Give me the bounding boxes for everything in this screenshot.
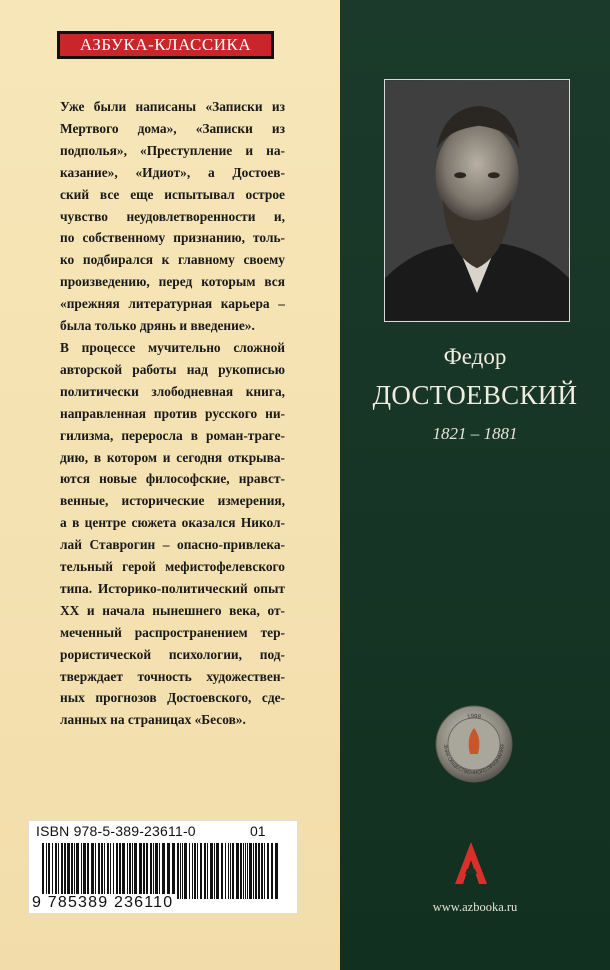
barcode-bar [230,843,231,899]
barcode-bar [192,843,193,899]
barcode-bar [48,843,50,899]
barcode-bar [253,843,254,899]
barcode-bar [214,843,215,899]
barcode-bar [200,843,202,899]
barcode-bar [182,843,183,899]
barcode-bar [167,843,170,899]
barcode-bar [64,843,66,899]
barcode-bar [228,843,229,899]
blurb-line: дию, в котором и сегодня открыва- [60,449,285,465]
blurb-line: ланных на страницах «Бесов». [60,712,246,728]
blurb-line: тверждает точность художествен- [60,668,285,684]
ean-digits: 9 785389 236110 [32,894,174,911]
publisher-website: www.azbooka.ru [432,900,518,914]
barcode-bar [129,843,131,899]
publisher-logo-a-icon [453,840,489,886]
blurb-line: меченный распространением тер- [60,624,285,640]
barcode-bar [104,843,105,899]
barcode-bar [240,843,242,899]
barcode-bar [216,843,219,899]
barcode-bar [150,843,152,899]
portrait-photo-icon [385,80,569,321]
blurb-line: ский все еще испытывал острое [60,186,285,202]
barcode-bar [194,843,196,899]
barcode-bar [180,843,181,899]
barcode-bar [184,843,187,899]
barcode-bar [81,843,82,899]
blurb-line: была только дрянь и введение». [60,318,255,334]
blurb-line: ных прогнозов Достоевского, сде- [60,690,285,706]
blurb-line: гилизма, переросла в роман-траге- [60,427,285,443]
blurb-line: Уже были написаны «Записки из [60,99,285,114]
barcode-bar [204,843,206,899]
series-label: АЗБУКА-КЛАССИКА [57,31,274,59]
barcode-bar [101,843,103,899]
isbn-text: ISBN 978-5-389-23611-0 [36,823,196,839]
barcode-bar [245,843,246,899]
author-last-name: ДОСТОЕВСКИЙ [372,380,578,410]
barcode-bar [177,843,179,899]
blurb-line: Мертвого дома», «Записки из [60,120,285,136]
barcode-bar [267,843,269,899]
blurb-line: по собственному признанию, толь- [60,230,285,246]
barcode-bar [71,843,73,899]
barcode-bar [275,843,278,899]
barcode-bar [134,843,137,899]
barcode-bar [61,843,63,899]
blurb-line: направленная против русского ни- [60,405,285,421]
medal-year: 1998 [466,713,482,721]
barcode-bar [236,843,239,899]
blurb-line: подполья», «Преступление и на- [60,142,285,158]
barcode-bar [127,843,128,899]
barcode-bar [122,843,125,899]
barcode-bar [221,843,223,899]
barcode-bar [91,843,94,899]
barcode-bar [225,843,226,899]
barcode-bar [232,843,234,899]
barcode-bar [46,843,47,899]
barcode-bar [83,843,86,899]
blurb-line: чувство неудовлетворенности и, [60,208,285,224]
barcode-bar [110,843,111,899]
svg-text:1998 [467,714,482,721]
barcode-bar [132,843,133,899]
blurb-line: политически злободневная книга, [60,383,285,399]
barcode-bar [210,843,213,899]
barcode-bar [87,843,89,899]
barcode-bar [153,843,154,899]
barcode-bar [119,843,121,899]
blurb-line: казание», «Идиот», а Достоев- [60,164,285,180]
barcode-bar [271,843,273,899]
blurb-line: XX и начала нынешнего века, от- [60,602,285,618]
blurb-line: а в центре сюжета оказался Никол- [60,515,285,531]
barcode-bar [143,843,145,899]
barcode-bar [107,843,109,899]
barcode-icon [42,843,282,899]
barcode-bar [146,843,148,899]
barcode-bar [95,843,96,899]
barcode-bar [255,843,257,899]
blurb-line: «прежняя литературная карьера – [60,296,285,312]
barcode-bar [155,843,158,899]
barcode-bar [139,843,142,899]
barcode-bar [76,843,79,899]
barcode-bar [261,843,263,899]
blurb-line: лай Ставрогин – опасно-привлека- [60,537,285,553]
barcode-bar [189,843,190,899]
blurb-line: произведению, перед которым вся [60,274,285,290]
blurb-line: рористической психологии, под- [60,646,285,662]
medal-caption: ЗНАК ОБЩЕСТВЕННОГО ПРИЗНАНИЯ [441,744,507,777]
barcode-bar [207,843,208,899]
barcode-bar [249,843,252,899]
barcode-bar [116,843,118,899]
award-medal-icon [434,704,514,784]
blurb-line: авторской работы над рукописью [60,361,285,377]
author-years: 1821 – 1881 [432,424,518,443]
barcode-bar [98,843,100,899]
barcode-bar [159,843,160,899]
barcode-bar [52,843,53,899]
blurb-line: В процессе мучительно сложной [60,339,285,355]
barcode-bar [197,843,198,899]
blurb-line: ются новые философские, нравст- [60,471,285,487]
author-portrait [384,79,570,322]
barcode-bar [247,843,248,899]
barcode-bar [162,843,165,899]
barcode-bar [264,843,265,899]
blurb-line: ко подбирался к главному своему [60,252,285,268]
barcode-bar [243,843,244,899]
barcode-bar [67,843,70,899]
barcode-bar [42,843,44,899]
barcode-bar [58,843,59,899]
isbn-addon: 01 [250,823,266,839]
barcode-bar [258,843,260,899]
book-blurb [60,96,285,731]
blurb-line: венные, исторические измерения, [60,493,285,509]
author-first-name: Федор [443,344,507,369]
blurb-line: тельный герой мефистофелевского [60,559,285,575]
barcode-bar [74,843,75,899]
barcode-bar [55,843,57,899]
barcode-bar [113,843,114,899]
blurb-line: типа. Историко-политический опыт [60,580,285,596]
barcode-bar [172,843,175,899]
